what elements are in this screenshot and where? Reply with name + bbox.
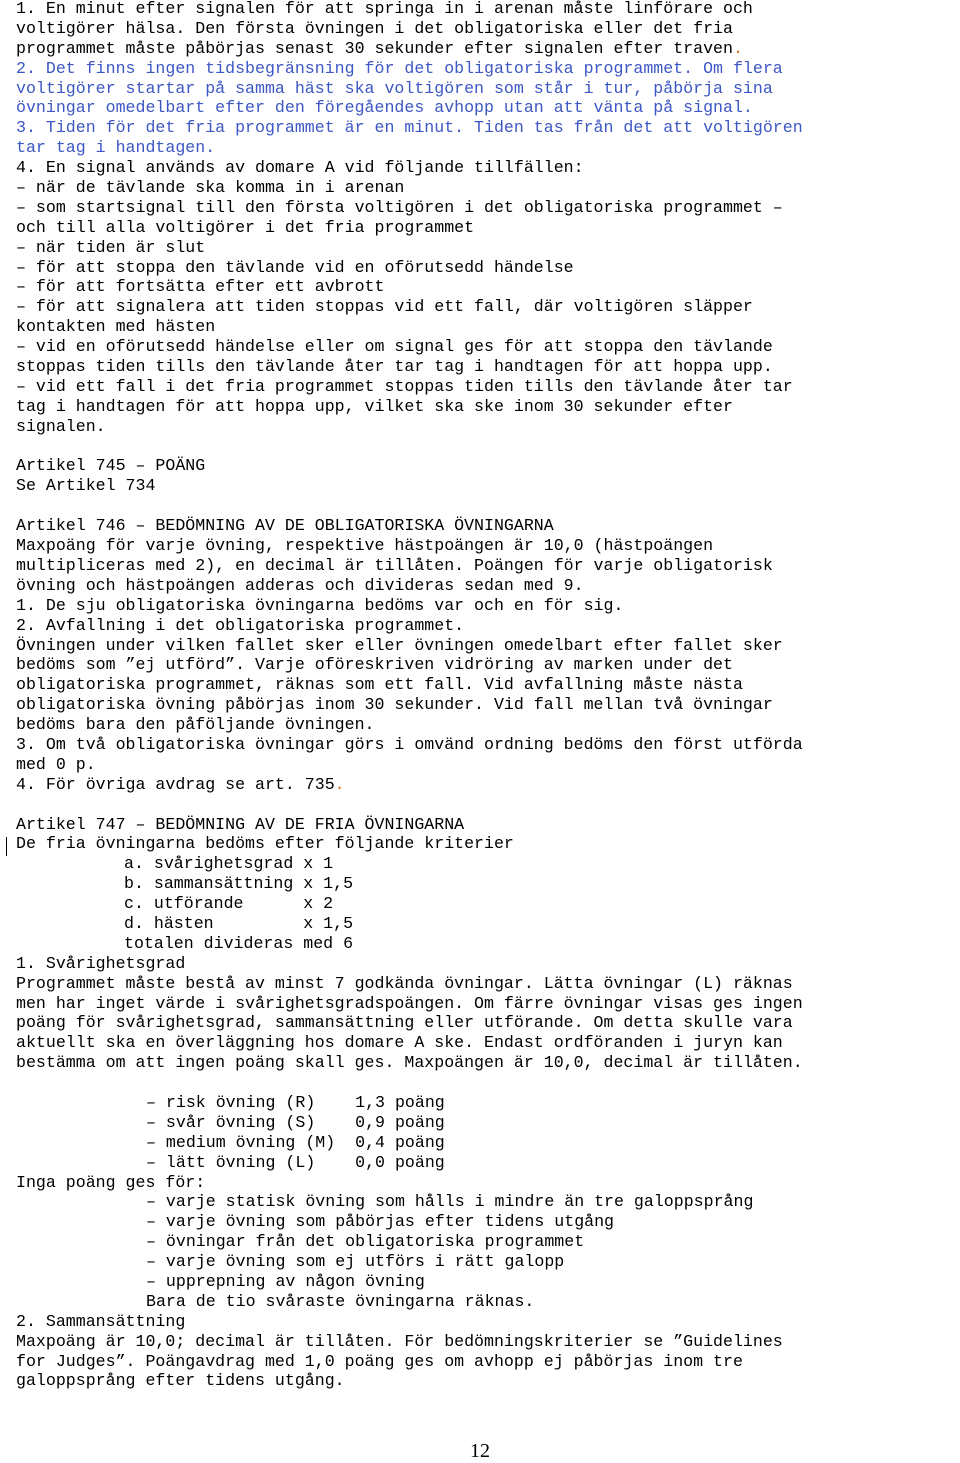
text-line: 3. Tiden för det fria programmet är en minut. Tiden tas från det att voltigören xyxy=(16,118,803,138)
spacer xyxy=(16,795,960,815)
subsection-heading: 1. Svårighetsgrad xyxy=(16,953,186,973)
text-line: – när de tävlande ska komma in i arenan xyxy=(16,178,405,198)
text-line: 2. Avfallning i det obligatoriska programmet. xyxy=(16,615,465,635)
text-line: Se Artikel 734 xyxy=(16,476,156,496)
text-line: kontakten med hästen xyxy=(16,317,216,337)
text-line: bedöms som ”ej utförd”. Varje oföreskriven vidröring av marken under det xyxy=(16,655,733,675)
list-item: – övningar från det obligatoriska programmet xyxy=(146,1232,585,1252)
text-line: – vid en oförutsedd händelse eller om signal ges för att stoppa den tävlande xyxy=(16,337,773,357)
text-line: – för att stoppa den tävlande vid en oförutsedd händelse xyxy=(16,257,574,277)
list-item: – varje statisk övning som hålls i mindre än tre galoppsprång xyxy=(146,1192,754,1212)
text-line xyxy=(16,39,960,59)
article-heading: Artikel 745 – POÄNG xyxy=(16,456,206,476)
text-line: – som startsignal till den första voltigören i det obligatoriska programmet – xyxy=(16,197,783,217)
text-line: övning och hästpoängen adderas och divideras sedan med 9. xyxy=(16,575,584,595)
article-heading: Artikel 746 – BEDÖMNING AV DE OBLIGATORISKA ÖVNINGARNA xyxy=(16,516,554,536)
criteria-item: a. svårighetsgrad x 1 xyxy=(124,854,334,874)
text-line: bedöms bara den påföljande övningen. xyxy=(16,715,375,735)
text-line: 1. En minut efter signalen för att springa in i arenan måste linförare och xyxy=(16,0,753,18)
text-line: – för att signalera att tiden stoppas vid ett fall, där voltigören släpper xyxy=(16,297,753,317)
criteria-item: c. utförande x 2 xyxy=(124,894,334,914)
text-line: obligatoriska övning påbörjas inom 30 sekunder. Vid fall mellan två övningar xyxy=(16,695,773,715)
revision-change-bar xyxy=(6,837,7,856)
criteria-item: totalen divideras med 6 xyxy=(124,933,354,953)
article-745-section xyxy=(16,456,960,496)
text-line: voltigörer hälsa. Den första övningen i det obligatoriska eller det fria xyxy=(16,18,733,38)
text-line: – vid ett fall i det fria programmet stoppas tiden tills den tävlande åter tar xyxy=(16,376,793,396)
text-line: 4. En signal används av domare A vid följande tillfällen: xyxy=(16,158,584,178)
text-line: – för att fortsätta efter ett avbrott xyxy=(16,277,385,297)
tracked-change-mark: . xyxy=(334,774,345,794)
text-line: galoppsprång efter tidens utgång. xyxy=(16,1371,345,1391)
spacer xyxy=(16,496,960,516)
text-line: och till alla voltigörer i det fria programmet xyxy=(16,217,475,237)
text-line: signalen. xyxy=(16,416,106,436)
list-item: – varje övning som ej utförs i rätt galopp xyxy=(146,1252,565,1272)
text-line: bestämma om att ingen poäng skall ges. Maxpoängen är 10,0, decimal är tillåten. xyxy=(16,1053,803,1073)
text-line: 1. De sju obligatoriska övningarna bedöms var och en för sig. xyxy=(16,595,624,615)
text-line: De fria övningarna bedöms efter följande kriterier xyxy=(16,834,514,854)
text-line: stoppas tiden tills den tävlande åter tar tag i handtagen för att hoppa upp. xyxy=(16,357,773,377)
score-item: – risk övning (R) 1,3 poäng xyxy=(146,1092,445,1112)
text-line: Programmet måste bestå av minst 7 godkända övningar. Lätta övningar (L) räknas xyxy=(16,973,793,993)
text-line: med 0 p. xyxy=(16,754,96,774)
score-item: – medium övning (M) 0,4 poäng xyxy=(146,1132,445,1152)
article-747-section xyxy=(16,815,960,1392)
article-746-section xyxy=(16,516,960,794)
text-line: 3. Om två obligatoriska övningar görs i omvänd ordning bedöms den först utförda xyxy=(16,734,803,754)
criteria-item: d. hästen x 1,5 xyxy=(124,913,354,933)
criteria-item: b. sammansättning x 1,5 xyxy=(124,874,354,894)
list-item: – varje övning som påbörjas efter tidens utgång xyxy=(146,1212,615,1232)
spacer xyxy=(16,437,960,457)
text-line: multipliceras med 2), en decimal är tillåten. Poängen för varje obligatorisk xyxy=(16,555,773,575)
text-line: voltigörer startar på samma häst ska voltigören som står i tur, påbörja sina xyxy=(16,78,773,98)
text-line xyxy=(16,775,960,795)
document-page xyxy=(16,0,960,1391)
text-line: tar tag i handtagen. xyxy=(16,138,216,158)
text-line: aktuellt ska en överläggning hos domare A ske. Endast ordföranden i juryn kan xyxy=(16,1033,783,1053)
text-line: Övningen under vilken fallet sker eller övningen omedelbart efter fallet sker xyxy=(16,635,783,655)
subsection-heading: 2. Sammansättning xyxy=(16,1311,186,1331)
page-number: 12 xyxy=(470,1440,490,1462)
article-heading: Artikel 747 – BEDÖMNING AV DE FRIA ÖVNINGARNA xyxy=(16,814,465,834)
text-run: 4. För övriga avdrag se art. 735 xyxy=(16,774,335,794)
subsection-heading: Inga poäng ges för: xyxy=(16,1172,206,1192)
list-item: – upprepning av någon övning xyxy=(146,1272,425,1291)
text-line: obligatoriska programmet, räknas som ett fall. Vid avfallning måste nästa xyxy=(16,675,743,695)
score-item: – svår övning (S) 0,9 poäng xyxy=(146,1112,445,1132)
text-line: for Judges”. Poängavdrag med 1,0 poäng ges om avhopp ej påbörjas inom tre xyxy=(16,1351,743,1371)
spacer xyxy=(16,1073,960,1093)
tracked-change-mark: . xyxy=(732,38,743,58)
rules-intro-section xyxy=(16,0,960,437)
text-line: poäng för svårighetsgrad, sammansättning eller utförande. Om detta skulle vara xyxy=(16,1013,793,1033)
text-run: programmet måste påbörjas senast 30 sekunder efter signalen efter traven xyxy=(16,38,733,58)
score-item: – lätt övning (L) 0,0 poäng xyxy=(146,1152,445,1172)
text-line: Maxpoäng är 10,0; decimal är tillåten. För bedömningskriterier se ”Guidelines xyxy=(16,1331,783,1351)
text-line: tag i handtagen för att hoppa upp, vilket ska ske inom 30 sekunder efter xyxy=(16,396,733,416)
text-line: men har inget värde i svårighetsgradspoängen. Om färre övningar visas ges ingen xyxy=(16,993,803,1013)
text-line: – när tiden är slut xyxy=(16,237,206,257)
text-line: övningar omedelbart efter den föregåendes avhopp utan att vänta på signal. xyxy=(16,98,753,118)
text-line: 2. Det finns ingen tidsbegränsning för det obligatoriska programmet. Om flera xyxy=(16,58,783,78)
text-line: Maxpoäng för varje övning, respektive hästpoängen är 10,0 (hästpoängen xyxy=(16,536,714,556)
list-note: Bara de tio svåraste övningarna räknas. xyxy=(146,1291,535,1311)
